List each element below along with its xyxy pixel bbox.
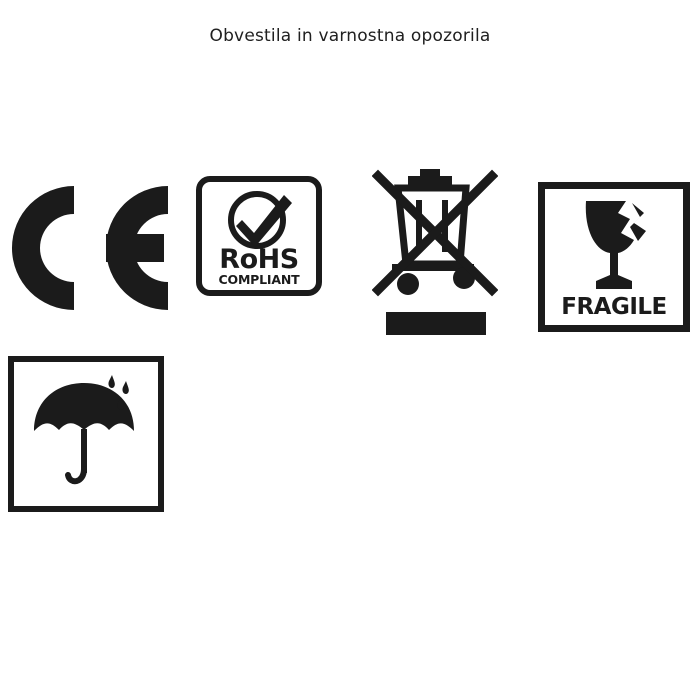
umbrella-icon	[26, 373, 146, 495]
rohs-label-main: RoHS	[219, 243, 299, 275]
rohs-label	[202, 243, 316, 287]
crossed-out-bin-icon	[372, 160, 498, 305]
weee-bin-symbol	[372, 160, 498, 335]
keep-dry-symbol	[8, 356, 164, 512]
rohs-compliant-symbol	[196, 176, 326, 300]
fragile-label: FRAGILE	[561, 294, 667, 320]
page-title: Obvestila in varnostna opozorila	[209, 26, 491, 46]
broken-glass-icon	[574, 197, 654, 301]
weee-underline-bar	[386, 312, 486, 335]
rohs-label-sub: COMPLIANT	[218, 271, 300, 287]
ce-marking-symbol	[2, 178, 178, 318]
fragile-symbol	[538, 182, 692, 334]
